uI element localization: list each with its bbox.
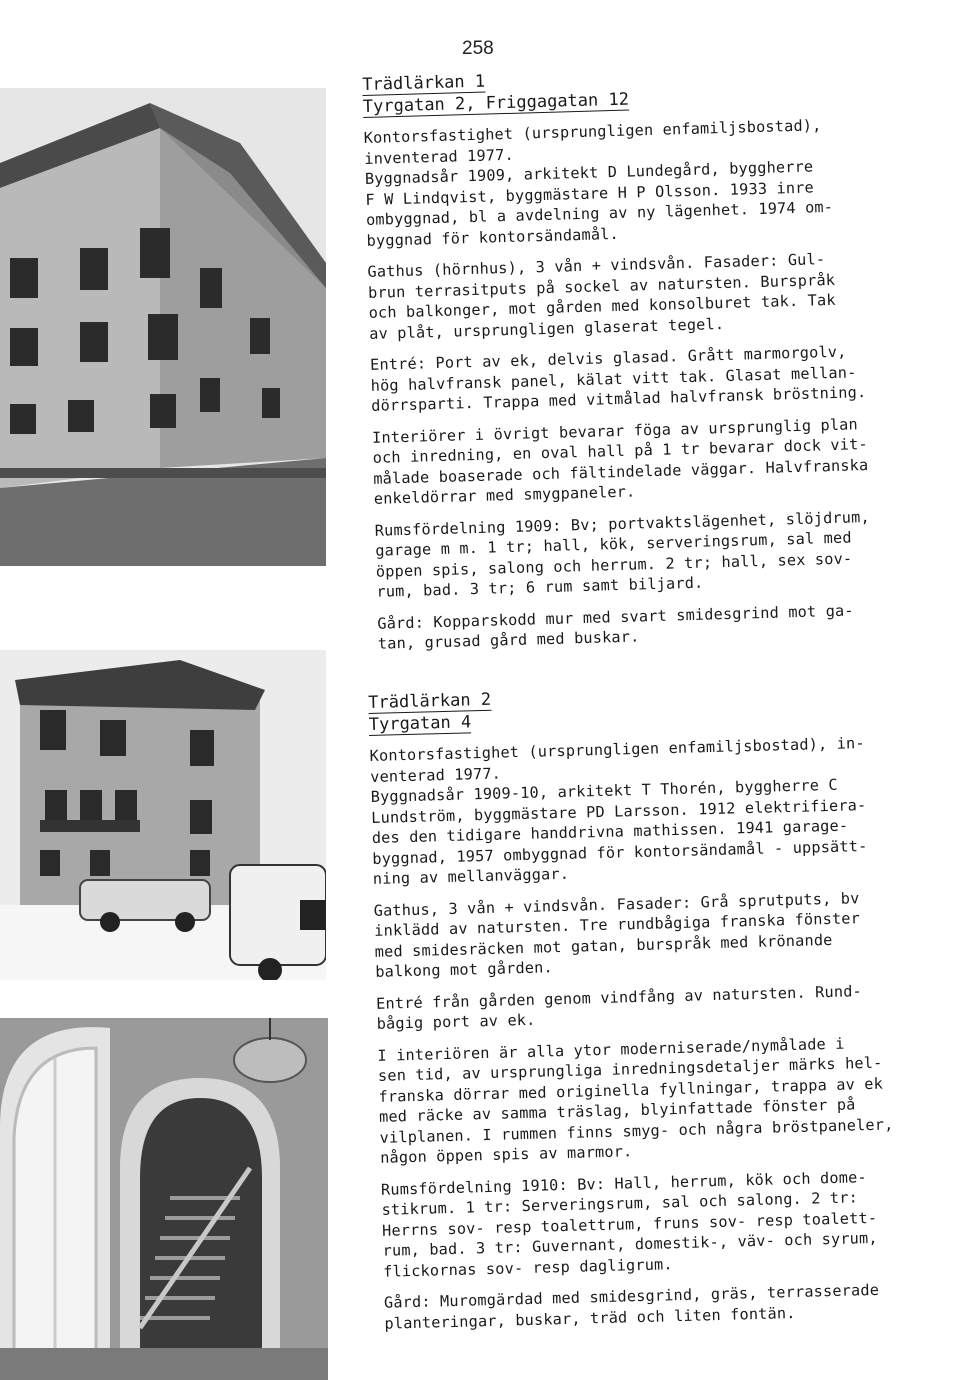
paragraph-facade: Gathus (hörnhus), 3 vån + vindsvån. Fasader: Gul- brun terrasitputs på sockel av natursten. Burspråk och balkonger, mot gården med konsolburet tak. Tak av plåt, ursprungligen glaserat tegel.	[367, 250, 836, 343]
entry-tradlarkan-2	[368, 677, 945, 1344]
paragraph-general: Kontorsfastighet (ursprungligen enfamiljsbostad), inventerad 1977. Byggnadsår 1909, arkitekt D Lundegård, byggherre F W Lindqvist, byggmästare H P Olsson. 1933 inre ombyggnad, bl a avdelning av ny lägenhet. 1974 om- byggnad för kontorsändamål.	[363, 116, 834, 250]
paragraph-interior: Interiörer i övrigt bevarar föga av ursprunglig plan och inredning, en oval hall på 1 tr bevarar dock vit- målade boaserade och fältindelade väggar. Halvfranska enkeldörrar med smygpaneler.	[371, 414, 869, 508]
paragraph-interior: I interiören är alla ytor moderniserade/nymålade i sen tid, av ursprungliga inredningsdetaljer märks hel- franska dörrar med originella fyllningar, trappa av ek med räcke av samma träslag, blyinfattade fönster på vilplanen. I rummen finns smyg- och några bröstpaneler, någon öppen spis av marmor.	[377, 1034, 894, 1167]
photo-building-corner	[0, 88, 326, 566]
paragraph-room-layout: Rumsfördelning 1909: Bv; portvaktslägenhet, slöjdrum, garage m m. 1 tr; hall, kök, serveringsrum, sal med öppen spis, salong och herrum. 2 tr; hall, sex sov- rum, bad. 3 tr; 6 rum samt biljard.	[374, 507, 871, 601]
paragraph-entrance: Entré från gården genom vindfång av natursten. Rund- bågig port av ek.	[375, 981, 863, 1033]
entry-address: Tyrgatan 2, Friggagatan 12	[362, 89, 630, 117]
entry-title: Trädlärkan 2	[368, 689, 492, 713]
paragraph-general: Kontorsfastighet (ursprungligen enfamiljsbostad), in- venterad 1977. Byggnadsår 1909-10, arkitekt T Thorén, byggherre C Lundström, byggmästare PD Larsson. 1912 elektrifiera- des den tidigare handdrivna mathissen. 1941 garage- byggnad, 1957 ombyggnad för kontorsändamål - uppsätt- ning av mellanväggar.	[369, 734, 868, 888]
paragraph-courtyard: Gård: Kopparskodd mur med svart smidesgrind mot ga- tan, grusad gård med buskar.	[377, 600, 854, 653]
paragraph-entrance: Entré: Port av ek, delvis glasad. Grått marmorgolv, hög halvfransk panel, kälat vitt tak. Glasat mellan- dörrsparti. Trappa med vitmålad halvfransk bröstning.	[369, 342, 867, 415]
paragraph-courtyard: Gård: Muromgärdad med smidesgrind, gräs, terrasserade planteringar, buskar, träd och liten fontän.	[383, 1280, 880, 1333]
entry-tradlarkan-1	[362, 58, 938, 665]
entry-address: Tyrgatan 4	[368, 712, 472, 735]
paragraph-facade: Gathus, 3 vån + vindsvån. Fasader: Grå sprutputs, bv inklädd av natursten. Tre rundbågiga franska fönster med smidesräcken mot gatan, burspråk med krönande balkong mot gården.	[373, 888, 861, 981]
photo-interior-staircase	[0, 1018, 328, 1380]
photo-building-street	[0, 650, 326, 980]
page-number: 258	[462, 38, 494, 59]
entry-title: Trädlärkan 1	[362, 71, 486, 95]
paragraph-room-layout: Rumsfördelning 1910: Bv: Hall, herrum, kök och dome- stikrum. 1 tr: Serveringsrum, sal och salong. 2 tr: Herrns sov- resp toalettrum, fruns sov- resp toalett- rum, bad. 3 tr: Guvernant, domestik-, väv- och syrum, flickornas sov- resp dagligrum.	[380, 1167, 878, 1281]
